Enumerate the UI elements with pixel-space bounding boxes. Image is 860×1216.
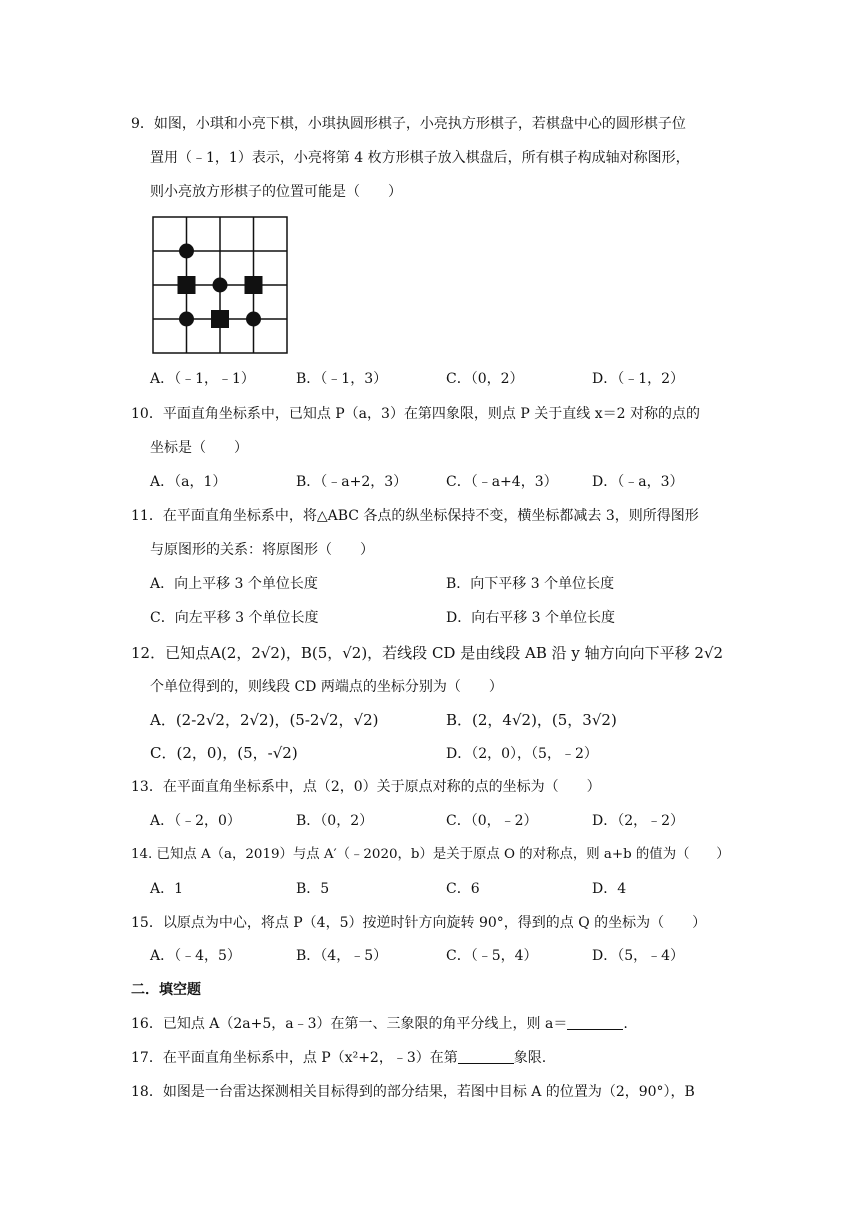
q17-text: 17．在平面直角坐标系中，点 P（x²+2，﹣3）在第 xyxy=(131,1050,458,1066)
round-piece xyxy=(213,278,228,293)
round-piece xyxy=(246,312,261,327)
q12-option-d: D．（2，0），（5，﹣2） xyxy=(446,746,598,762)
q9-option-d: D．（﹣1，2） xyxy=(592,371,685,387)
q9-option-a: A．（﹣1，﹣1） xyxy=(150,371,255,387)
q13-option-c: C．（0，﹣2） xyxy=(446,813,538,829)
q17-answer-blank xyxy=(458,1049,514,1064)
q10-line2: 坐标是（ ） xyxy=(150,440,248,456)
q12-line2: 个单位得到的，则线段 CD 两端点的坐标分别为（ ） xyxy=(150,679,503,695)
q17-line1 xyxy=(131,1048,546,1068)
q14-option-d: D．4 xyxy=(592,881,627,897)
q15-option-d: D．（5，﹣4） xyxy=(592,948,685,964)
q14-option-b: B．5 xyxy=(296,881,330,897)
square-piece xyxy=(178,276,196,294)
q9-option-b: B．（﹣1，3） xyxy=(296,371,388,387)
q11-line1: 11．在平面直角坐标系中，将△ABC 各点的纵坐标保持不变，横坐标都减去 3，则所得图形 xyxy=(131,508,699,524)
q16-text: 16．已知点 A（2a+5，a﹣3）在第一、三象限的角平分线上，则 a＝ xyxy=(131,1016,568,1032)
square-piece xyxy=(211,310,229,328)
q12-option-c: C．(2，0)，(5，-√2) xyxy=(150,744,298,762)
q10-option-d: D．（﹣a，3） xyxy=(592,474,684,490)
q16-line1 xyxy=(131,1014,628,1034)
q13-line1: 13．在平面直角坐标系中，点（2，0）关于原点对称的点的坐标为（ ） xyxy=(131,779,601,795)
q10-option-c: C．（﹣a+4，3） xyxy=(446,474,558,490)
q11-option-b: B．向下平移 3 个单位长度 xyxy=(446,576,615,592)
q15-option-c: C．（﹣5，4） xyxy=(446,948,538,964)
round-piece xyxy=(179,244,194,259)
section-heading-fill-in: 二．填空题 xyxy=(131,982,201,998)
q11-option-c: C．向左平移 3 个单位长度 xyxy=(150,610,319,626)
square-piece xyxy=(245,276,263,294)
q16-answer-blank xyxy=(567,1015,623,1030)
q12-option-a: A．(2-2√2，2√2)，(5-2√2，√2) xyxy=(150,711,379,729)
q15-line1: 15．以原点为中心，将点 P（4，5）按逆时针方向旋转 90°，得到的点 Q 的坐标为（ ） xyxy=(131,915,707,931)
q13-option-b: B．（0，2） xyxy=(296,813,374,829)
q10-option-a: A．（a，1） xyxy=(150,474,227,490)
q13-option-a: A．（﹣2，0） xyxy=(150,813,241,829)
q16-end: . xyxy=(623,1016,628,1032)
q15-option-b: B．（4，﹣5） xyxy=(296,948,388,964)
chessboard-figure xyxy=(152,216,288,354)
q14-option-c: C．6 xyxy=(446,881,480,897)
q11-option-a: A．向上平移 3 个单位长度 xyxy=(150,576,318,592)
q17-end: 象限. xyxy=(513,1050,547,1066)
q9-option-c: C．（0，2） xyxy=(446,371,524,387)
q11-line2: 与原图形的关系：将原图形（ ） xyxy=(150,542,374,558)
q9-line2: 置用（﹣1，1）表示，小亮将第 4 枚方形棋子放入棋盘后，所有棋子构成轴对称图形， xyxy=(150,150,690,166)
q11-option-d: D．向右平移 3 个单位长度 xyxy=(446,610,616,626)
q12-line1: 12．已知点A(2，2√2)，B(5，√2)，若线段 CD 是由线段 AB 沿 y 轴方向向下平移 2√2 xyxy=(131,644,724,662)
q12-option-b: B．(2，4√2)，(5，3√2) xyxy=(446,711,617,729)
q14-line1: 14. 已知点 A（a，2019）与点 A′（﹣2020，b）是关于原点 O 的对称点，则 a+b 的值为（ ） xyxy=(131,847,730,862)
q9-line1: 9．如图，小琪和小亮下棋，小琪执圆形棋子，小亮执方形棋子，若棋盘中心的圆形棋子位 xyxy=(131,116,686,132)
q10-line1: 10．平面直角坐标系中，已知点 P（a，3）在第四象限，则点 P 关于直线 x＝2 对称的点的 xyxy=(131,406,700,422)
q10-option-b: B．（﹣a+2，3） xyxy=(296,474,408,490)
q13-option-d: D．（2，﹣2） xyxy=(592,813,685,829)
q9-line3: 则小亮放方形棋子的位置可能是（ ） xyxy=(150,184,402,200)
q14-option-a: A．1 xyxy=(150,881,184,897)
q18-line1: 18．如图是一台雷达探测相关目标得到的部分结果，若图中目标 A 的位置为（2，90°），B xyxy=(131,1084,695,1100)
q15-option-a: A．（﹣4，5） xyxy=(150,948,241,964)
round-piece xyxy=(179,312,194,327)
